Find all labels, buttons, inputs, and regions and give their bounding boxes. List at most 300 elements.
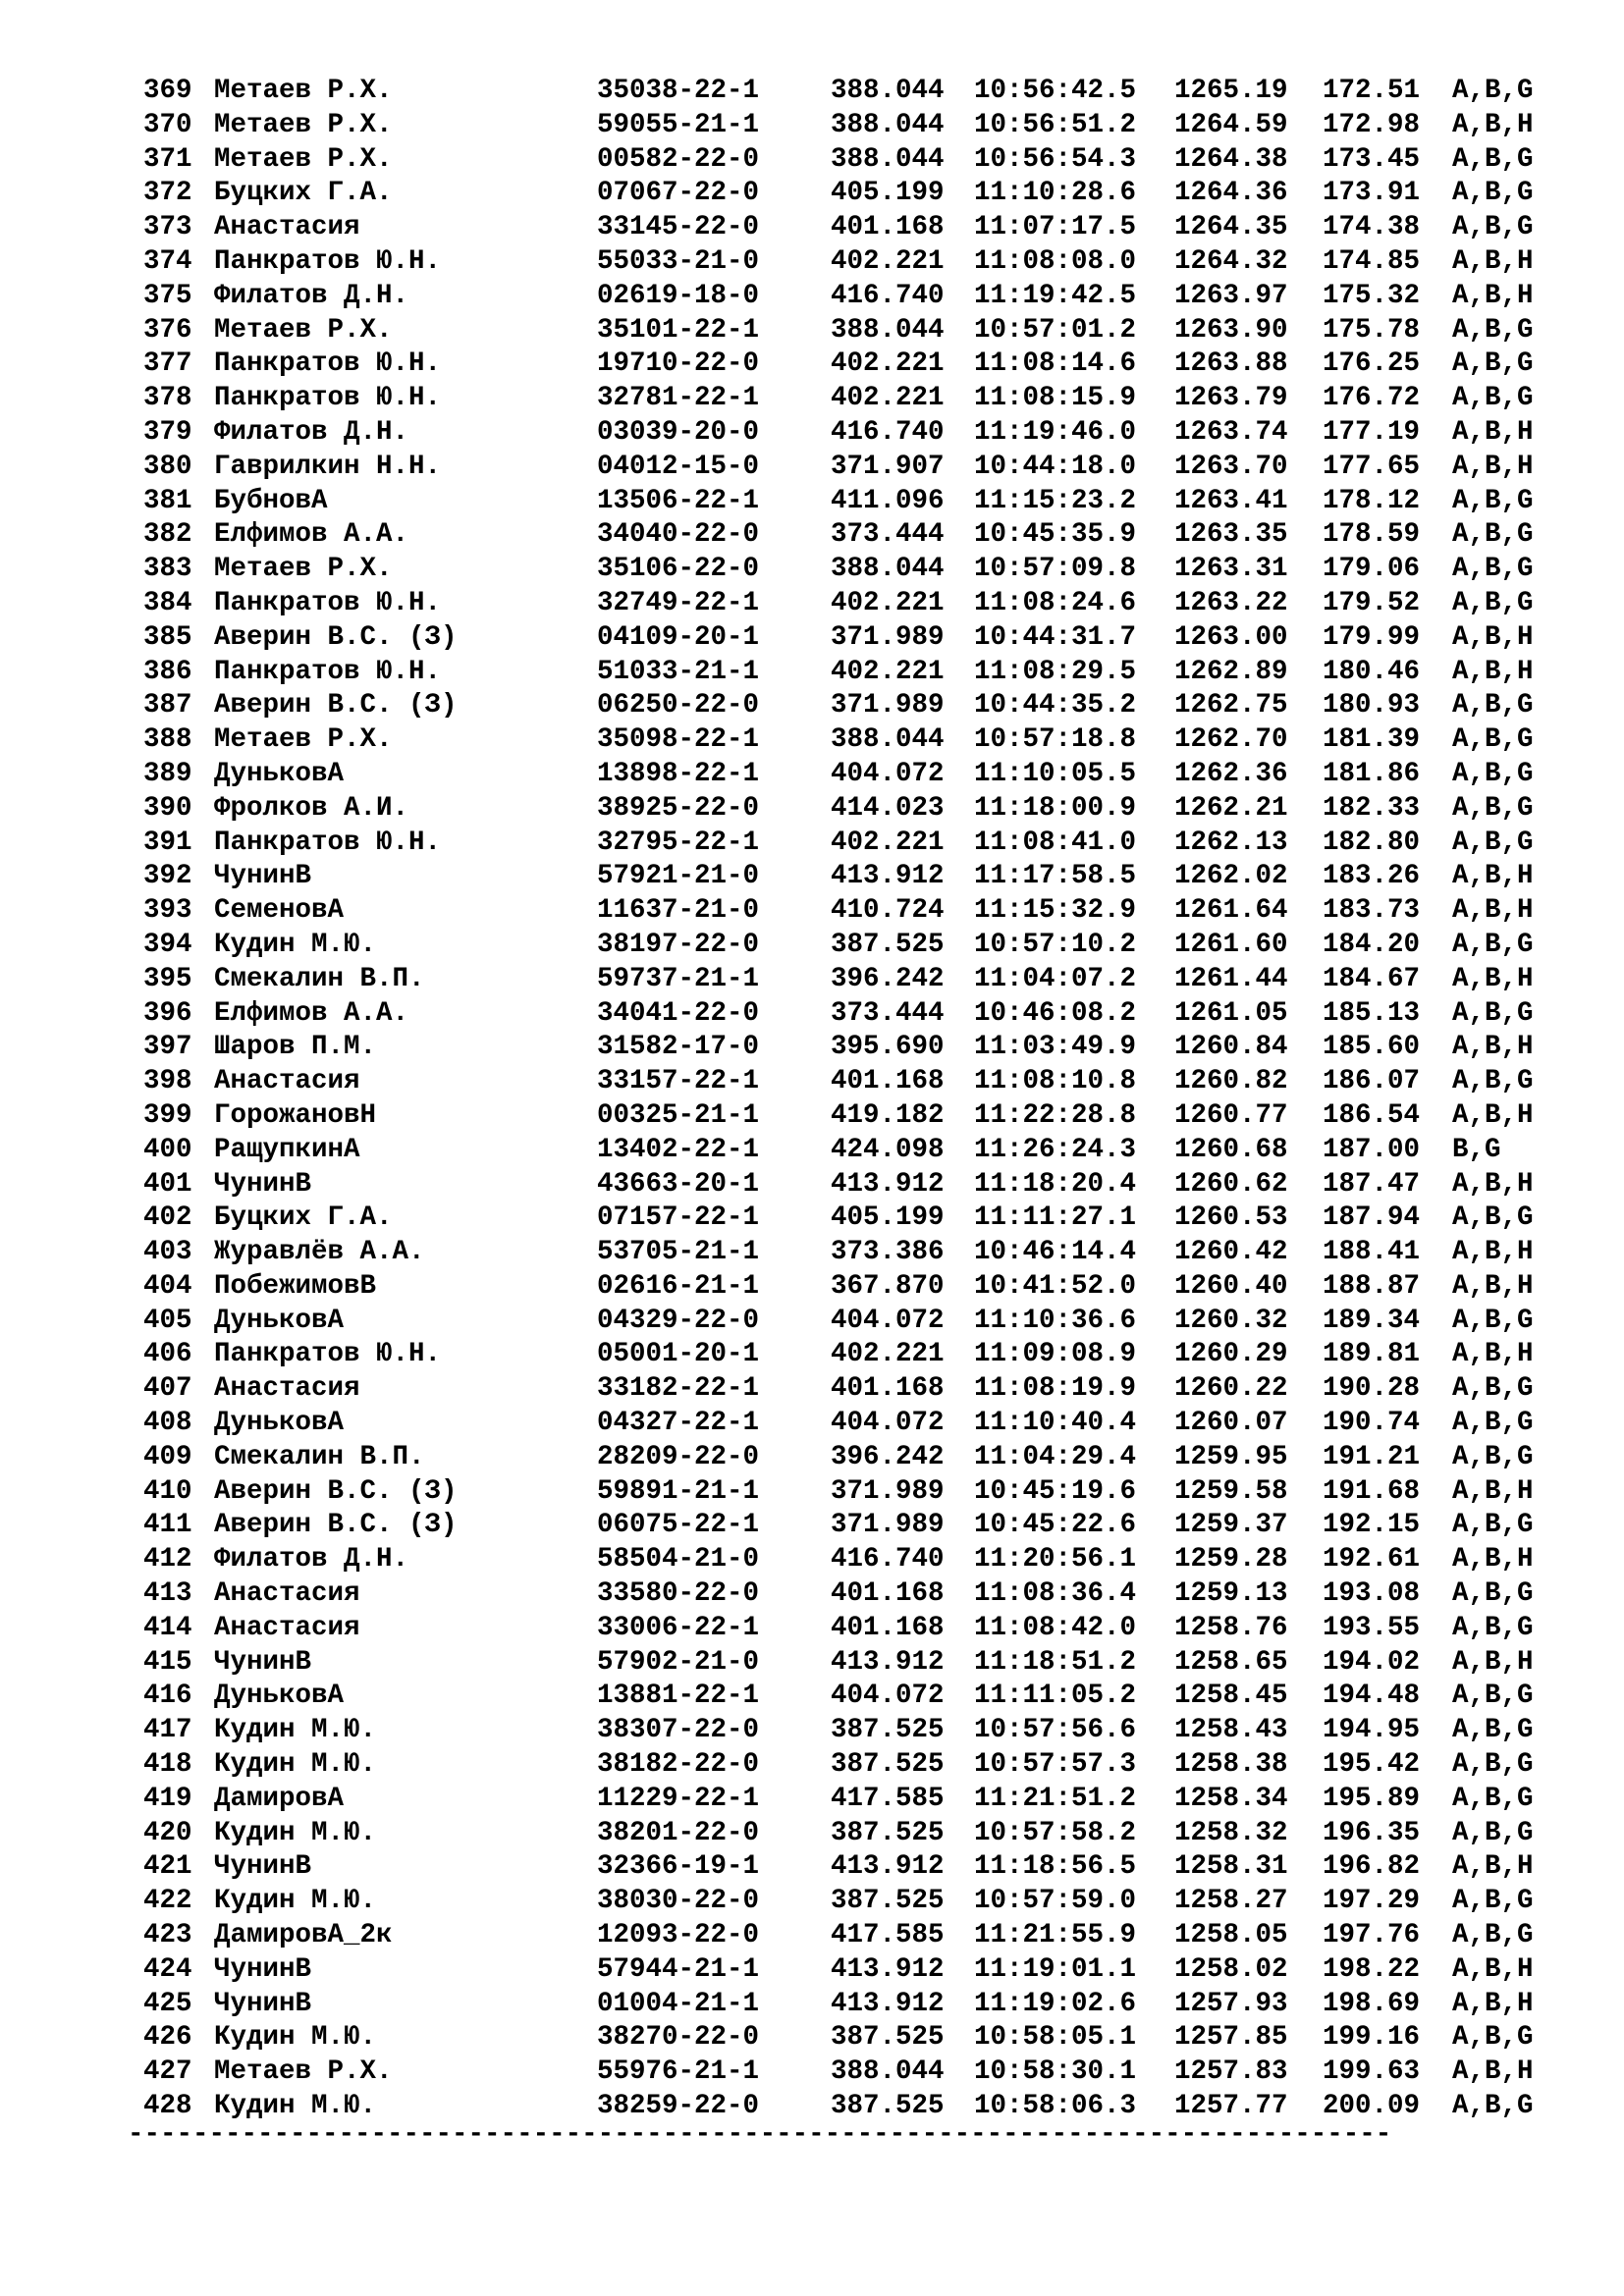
place-number: 415	[143, 1646, 192, 1678]
result-row	[143, 382, 1557, 416]
arrival-time: 10:57:56.6	[974, 1715, 1137, 1746]
distance-km: 402.221	[831, 827, 945, 858]
arrival-time: 11:20:56.1	[974, 1544, 1137, 1575]
place-number: 375	[143, 280, 192, 311]
place-number: 409	[143, 1441, 192, 1472]
distance-km: 371.989	[831, 1510, 945, 1541]
place-number: 381	[143, 485, 192, 516]
place-number: 400	[143, 1134, 192, 1165]
points-value: 194.48	[1323, 1681, 1421, 1712]
fancier-name: ЧунинВ	[214, 1953, 312, 1985]
ring-number: 51033-21-1	[597, 656, 760, 687]
arrival-time: 11:15:32.9	[974, 895, 1137, 927]
ring-number: 38925-22-0	[597, 792, 760, 824]
group-codes: A,B,G	[1452, 554, 1534, 585]
distance-km: 371.989	[831, 621, 945, 653]
ring-number: 38182-22-0	[597, 1749, 760, 1781]
distance-km: 417.585	[831, 1783, 945, 1814]
group-codes: A,B,H	[1452, 451, 1534, 482]
place-number: 424	[143, 1953, 192, 1985]
place-number: 392	[143, 861, 192, 892]
speed-value: 1263.31	[1174, 554, 1288, 585]
speed-value: 1258.76	[1174, 1612, 1288, 1643]
group-codes: A,B,H	[1452, 1544, 1534, 1575]
ring-number: 06075-22-1	[597, 1510, 760, 1541]
group-codes: A,B,H	[1452, 621, 1534, 653]
ring-number: 02616-21-1	[597, 1270, 760, 1302]
speed-value: 1262.70	[1174, 724, 1288, 756]
ring-number: 34041-22-0	[597, 997, 760, 1029]
ring-number: 11637-21-0	[597, 895, 760, 927]
result-row	[143, 689, 1557, 723]
place-number: 388	[143, 724, 192, 756]
ring-number: 35106-22-0	[597, 554, 760, 585]
place-number: 394	[143, 929, 192, 960]
distance-km: 373.386	[831, 1237, 945, 1268]
place-number: 391	[143, 827, 192, 858]
speed-value: 1261.05	[1174, 997, 1288, 1029]
place-number: 408	[143, 1408, 192, 1439]
ring-number: 00582-22-0	[597, 143, 760, 175]
points-value: 179.52	[1323, 587, 1421, 618]
result-row	[143, 792, 1557, 827]
speed-value: 1261.44	[1174, 963, 1288, 994]
place-number: 398	[143, 1066, 192, 1097]
place-number: 386	[143, 656, 192, 687]
speed-value: 1260.77	[1174, 1099, 1288, 1131]
result-row	[143, 894, 1557, 929]
distance-km: 413.912	[831, 861, 945, 892]
ring-number: 33006-22-1	[597, 1612, 760, 1643]
arrival-time: 11:19:02.6	[974, 1988, 1137, 2019]
fancier-name: Анастасия	[214, 1373, 360, 1405]
group-codes: B,G	[1452, 1134, 1501, 1165]
fancier-name: Метаев Р.Х.	[214, 109, 393, 140]
result-row	[143, 1543, 1557, 1577]
points-value: 192.15	[1323, 1510, 1421, 1541]
group-codes: A,B,H	[1452, 895, 1534, 927]
points-value: 187.00	[1323, 1134, 1421, 1165]
result-row	[143, 1099, 1557, 1134]
points-value: 194.02	[1323, 1646, 1421, 1678]
speed-value: 1260.42	[1174, 1237, 1288, 1268]
result-row	[143, 723, 1557, 758]
place-number: 379	[143, 416, 192, 448]
fancier-name: Фролков А.И.	[214, 792, 409, 824]
group-codes: A,B,G	[1452, 1783, 1534, 1814]
fancier-name: Метаев Р.Х.	[214, 554, 393, 585]
speed-value: 1260.68	[1174, 1134, 1288, 1165]
ring-number: 04329-22-0	[597, 1305, 760, 1336]
speed-value: 1260.07	[1174, 1408, 1288, 1439]
place-number: 393	[143, 895, 192, 927]
fancier-name: Филатов Д.Н.	[214, 280, 409, 311]
fancier-name: Панкратов Ю.Н.	[214, 245, 442, 277]
result-row	[143, 1680, 1557, 1714]
points-value: 175.78	[1323, 314, 1421, 346]
group-codes: A,B,H	[1452, 1851, 1534, 1883]
place-number: 385	[143, 621, 192, 653]
arrival-time: 11:10:05.5	[974, 758, 1137, 789]
speed-value: 1258.45	[1174, 1681, 1288, 1712]
place-number: 384	[143, 587, 192, 618]
group-codes: A,B,H	[1452, 1270, 1534, 1302]
distance-km: 416.740	[831, 280, 945, 311]
fancier-name: Анастасия	[214, 212, 360, 243]
speed-value: 1258.27	[1174, 1886, 1288, 1917]
ring-number: 04012-15-0	[597, 451, 760, 482]
points-value: 174.85	[1323, 245, 1421, 277]
distance-km: 395.690	[831, 1032, 945, 1063]
distance-km: 373.444	[831, 519, 945, 551]
speed-value: 1258.32	[1174, 1817, 1288, 1848]
place-number: 428	[143, 2091, 192, 2122]
points-value: 196.82	[1323, 1851, 1421, 1883]
distance-km: 371.989	[831, 690, 945, 721]
result-row	[143, 280, 1557, 314]
points-value: 174.38	[1323, 212, 1421, 243]
result-row	[143, 1783, 1557, 1817]
arrival-time: 10:46:08.2	[974, 997, 1137, 1029]
arrival-time: 11:08:10.8	[974, 1066, 1137, 1097]
arrival-time: 11:17:58.5	[974, 861, 1137, 892]
arrival-time: 10:56:54.3	[974, 143, 1137, 175]
distance-km: 387.525	[831, 929, 945, 960]
ring-number: 59055-21-1	[597, 109, 760, 140]
group-codes: A,B,H	[1452, 1988, 1534, 2019]
points-value: 189.81	[1323, 1339, 1421, 1370]
ring-number: 13898-22-1	[597, 758, 760, 789]
points-value: 194.95	[1323, 1715, 1421, 1746]
fancier-name: Смекалин В.П.	[214, 1441, 425, 1472]
points-value: 185.60	[1323, 1032, 1421, 1063]
fancier-name: Кудин М.Ю.	[214, 1715, 377, 1746]
place-number: 377	[143, 348, 192, 380]
points-value: 180.93	[1323, 690, 1421, 721]
arrival-time: 11:21:51.2	[974, 1783, 1137, 1814]
fancier-name: Метаев Р.Х.	[214, 2056, 393, 2088]
fancier-name: Метаев Р.Х.	[214, 724, 393, 756]
group-codes: A,B,H	[1452, 1953, 1534, 1985]
fancier-name: Кудин М.Ю.	[214, 1749, 377, 1781]
arrival-time: 11:08:14.6	[974, 348, 1137, 380]
points-value: 176.72	[1323, 383, 1421, 414]
group-codes: A,B,G	[1452, 348, 1534, 380]
result-row	[143, 1407, 1557, 1441]
fancier-name: Шаров П.М.	[214, 1032, 377, 1063]
result-row	[143, 1134, 1557, 1168]
ring-number: 59737-21-1	[597, 963, 760, 994]
place-number: 412	[143, 1544, 192, 1575]
group-codes: A,B,H	[1452, 1339, 1534, 1370]
result-row	[143, 451, 1557, 485]
result-row	[143, 75, 1557, 109]
result-row	[143, 621, 1557, 656]
group-codes: A,B,G	[1452, 1817, 1534, 1848]
group-codes: A,B,G	[1452, 519, 1534, 551]
speed-value: 1261.64	[1174, 895, 1288, 927]
speed-value: 1258.43	[1174, 1715, 1288, 1746]
ring-number: 33145-22-0	[597, 212, 760, 243]
result-row	[143, 656, 1557, 690]
group-codes: A,B,H	[1452, 245, 1534, 277]
ring-number: 33157-22-1	[597, 1066, 760, 1097]
distance-km: 388.044	[831, 554, 945, 585]
distance-km: 410.724	[831, 895, 945, 927]
group-codes: A,B,G	[1452, 143, 1534, 175]
speed-value: 1260.32	[1174, 1305, 1288, 1336]
distance-km: 413.912	[831, 1646, 945, 1678]
group-codes: A,B,H	[1452, 1475, 1534, 1507]
fancier-name: Кудин М.Ю.	[214, 1817, 377, 1848]
speed-value: 1261.60	[1174, 929, 1288, 960]
fancier-name: Панкратов Ю.Н.	[214, 587, 442, 618]
group-codes: A,B,H	[1452, 2056, 1534, 2088]
group-codes: A,B,G	[1452, 212, 1534, 243]
fancier-name: Кудин М.Ю.	[214, 929, 377, 960]
ring-number: 05001-20-1	[597, 1339, 760, 1370]
ring-number: 13506-22-1	[597, 485, 760, 516]
distance-km: 411.096	[831, 485, 945, 516]
speed-value: 1263.88	[1174, 348, 1288, 380]
distance-km: 413.912	[831, 1953, 945, 1985]
points-value: 183.73	[1323, 895, 1421, 927]
arrival-time: 10:46:14.4	[974, 1237, 1137, 1268]
distance-km: 371.907	[831, 451, 945, 482]
place-number: 420	[143, 1817, 192, 1848]
place-number: 396	[143, 997, 192, 1029]
points-value: 187.94	[1323, 1202, 1421, 1234]
fancier-name: Метаев Р.Х.	[214, 76, 393, 106]
arrival-time: 10:57:09.8	[974, 554, 1137, 585]
distance-km: 413.912	[831, 1168, 945, 1200]
result-row	[143, 997, 1557, 1032]
points-value: 178.12	[1323, 485, 1421, 516]
ring-number: 38270-22-0	[597, 2022, 760, 2054]
result-row	[143, 1236, 1557, 1270]
distance-km: 388.044	[831, 109, 945, 140]
result-row	[143, 1305, 1557, 1339]
points-value: 188.87	[1323, 1270, 1421, 1302]
result-row	[143, 1201, 1557, 1236]
group-codes: A,B,G	[1452, 2022, 1534, 2054]
group-codes: A,B,H	[1452, 109, 1534, 140]
distance-km: 387.525	[831, 1817, 945, 1848]
result-row	[143, 2021, 1557, 2056]
fancier-name: Анастасия	[214, 1066, 360, 1097]
distance-km: 387.525	[831, 1749, 945, 1781]
arrival-time: 11:04:29.4	[974, 1441, 1137, 1472]
distance-km: 401.168	[831, 1373, 945, 1405]
result-row	[143, 1646, 1557, 1681]
place-number: 374	[143, 245, 192, 277]
place-number: 378	[143, 383, 192, 414]
arrival-time: 11:18:51.2	[974, 1646, 1137, 1678]
ring-number: 07157-22-1	[597, 1202, 760, 1234]
group-codes: A,B,H	[1452, 1646, 1534, 1678]
place-number: 397	[143, 1032, 192, 1063]
distance-km: 388.044	[831, 2056, 945, 2088]
arrival-time: 10:44:35.2	[974, 690, 1137, 721]
ring-number: 13402-22-1	[597, 1134, 760, 1165]
result-row	[143, 1475, 1557, 1510]
result-row	[143, 553, 1557, 587]
speed-value: 1263.70	[1174, 451, 1288, 482]
points-value: 177.19	[1323, 416, 1421, 448]
points-value: 198.22	[1323, 1953, 1421, 1985]
arrival-time: 11:03:49.9	[974, 1032, 1137, 1063]
fancier-name: ДамировА	[214, 1783, 345, 1814]
result-row	[143, 963, 1557, 997]
fancier-name: Панкратов Ю.Н.	[214, 1339, 442, 1370]
group-codes: A,B,G	[1452, 792, 1534, 824]
speed-value: 1262.36	[1174, 758, 1288, 789]
speed-value: 1262.21	[1174, 792, 1288, 824]
result-row	[143, 245, 1557, 280]
result-row	[143, 177, 1557, 211]
fancier-name: ДуньковА	[214, 758, 345, 789]
points-value: 185.13	[1323, 997, 1421, 1029]
place-number: 395	[143, 963, 192, 994]
points-value: 198.69	[1323, 1988, 1421, 2019]
result-row	[143, 587, 1557, 621]
place-number: 406	[143, 1339, 192, 1370]
distance-km: 388.044	[831, 143, 945, 175]
distance-km: 371.989	[831, 1475, 945, 1507]
result-row	[143, 314, 1557, 348]
place-number: 404	[143, 1270, 192, 1302]
distance-km: 388.044	[831, 314, 945, 346]
distance-km: 396.242	[831, 963, 945, 994]
place-number: 410	[143, 1475, 192, 1507]
group-codes: A,B,G	[1452, 997, 1534, 1029]
speed-value: 1258.05	[1174, 1920, 1288, 1951]
result-row	[143, 1953, 1557, 1988]
ring-number: 57921-21-0	[597, 861, 760, 892]
distance-km: 401.168	[831, 1066, 945, 1097]
speed-value: 1263.79	[1174, 383, 1288, 414]
arrival-time: 10:57:58.2	[974, 1817, 1137, 1848]
ring-number: 38259-22-0	[597, 2091, 760, 2122]
arrival-time: 10:57:10.2	[974, 929, 1137, 960]
points-value: 197.29	[1323, 1886, 1421, 1917]
place-number: 427	[143, 2056, 192, 2088]
distance-km: 401.168	[831, 1578, 945, 1610]
arrival-time: 10:57:01.2	[974, 314, 1137, 346]
points-value: 173.91	[1323, 178, 1421, 209]
group-codes: A,B,G	[1452, 1749, 1534, 1781]
speed-value: 1259.28	[1174, 1544, 1288, 1575]
fancier-name: ГорожановН	[214, 1099, 377, 1131]
arrival-time: 11:11:05.2	[974, 1681, 1137, 1712]
ring-number: 12093-22-0	[597, 1920, 760, 1951]
group-codes: A,B,G	[1452, 587, 1534, 618]
points-value: 191.21	[1323, 1441, 1421, 1472]
fancier-name: БубновА	[214, 485, 328, 516]
points-value: 199.16	[1323, 2022, 1421, 2054]
result-row	[143, 1338, 1557, 1372]
arrival-time: 11:19:01.1	[974, 1953, 1137, 1985]
arrival-time: 11:11:27.1	[974, 1202, 1137, 1234]
speed-value: 1263.41	[1174, 485, 1288, 516]
fancier-name: Метаев Р.Х.	[214, 143, 393, 175]
speed-value: 1265.19	[1174, 76, 1288, 106]
points-value: 197.76	[1323, 1920, 1421, 1951]
fancier-name: Аверин В.С. (З)	[214, 1475, 458, 1507]
result-row	[143, 1372, 1557, 1407]
arrival-time: 10:58:06.3	[974, 2091, 1137, 2122]
fancier-name: Панкратов Ю.Н.	[214, 827, 442, 858]
speed-value: 1259.13	[1174, 1578, 1288, 1610]
ring-number: 01004-21-1	[597, 1988, 760, 2019]
fancier-name: Кудин М.Ю.	[214, 2091, 377, 2122]
group-codes: A,B,G	[1452, 2091, 1534, 2122]
place-number: 413	[143, 1578, 192, 1610]
fancier-name: ЧунинВ	[214, 1988, 312, 2019]
speed-value: 1257.77	[1174, 2091, 1288, 2122]
result-row	[143, 485, 1557, 519]
arrival-time: 10:56:42.5	[974, 76, 1137, 106]
distance-km: 414.023	[831, 792, 945, 824]
group-codes: A,B,G	[1452, 1681, 1534, 1712]
fancier-name: Гаврилкин Н.Н.	[214, 451, 442, 482]
arrival-time: 11:08:42.0	[974, 1612, 1137, 1643]
ring-number: 38030-22-0	[597, 1886, 760, 1917]
ring-number: 02619-18-0	[597, 280, 760, 311]
points-value: 200.09	[1323, 2091, 1421, 2122]
ring-number: 32749-22-1	[597, 587, 760, 618]
result-row	[143, 211, 1557, 245]
points-value: 179.06	[1323, 554, 1421, 585]
fancier-name: Панкратов Ю.Н.	[214, 656, 442, 687]
result-row	[143, 1270, 1557, 1305]
distance-km: 396.242	[831, 1441, 945, 1472]
speed-value: 1260.62	[1174, 1168, 1288, 1200]
speed-value: 1259.37	[1174, 1510, 1288, 1541]
arrival-time: 11:07:17.5	[974, 212, 1137, 243]
ring-number: 33182-22-1	[597, 1373, 760, 1405]
speed-value: 1260.53	[1174, 1202, 1288, 1234]
arrival-time: 10:45:35.9	[974, 519, 1137, 551]
fancier-name: Аверин В.С. (З)	[214, 1510, 458, 1541]
distance-km: 402.221	[831, 656, 945, 687]
arrival-time: 10:44:18.0	[974, 451, 1137, 482]
arrival-time: 11:18:00.9	[974, 792, 1137, 824]
arrival-time: 11:08:41.0	[974, 827, 1137, 858]
place-number: 371	[143, 143, 192, 175]
group-codes: A,B,G	[1452, 1920, 1534, 1951]
ring-number: 03039-20-0	[597, 416, 760, 448]
group-codes: A,B,G	[1452, 1612, 1534, 1643]
result-row	[143, 1817, 1557, 1851]
group-codes: A,B,G	[1452, 1441, 1534, 1472]
fancier-name: Елфимов А.А.	[214, 519, 409, 551]
arrival-time: 11:04:07.2	[974, 963, 1137, 994]
speed-value: 1260.40	[1174, 1270, 1288, 1302]
fancier-name: Метаев Р.Х.	[214, 314, 393, 346]
speed-value: 1257.83	[1174, 2056, 1288, 2088]
distance-km: 367.870	[831, 1270, 945, 1302]
distance-km: 424.098	[831, 1134, 945, 1165]
result-row	[143, 1850, 1557, 1885]
group-codes: A,B,H	[1452, 416, 1534, 448]
distance-km: 387.525	[831, 1886, 945, 1917]
distance-km: 402.221	[831, 245, 945, 277]
points-value: 195.89	[1323, 1783, 1421, 1814]
distance-km: 388.044	[831, 724, 945, 756]
group-codes: A,B,G	[1452, 314, 1534, 346]
points-value: 190.28	[1323, 1373, 1421, 1405]
